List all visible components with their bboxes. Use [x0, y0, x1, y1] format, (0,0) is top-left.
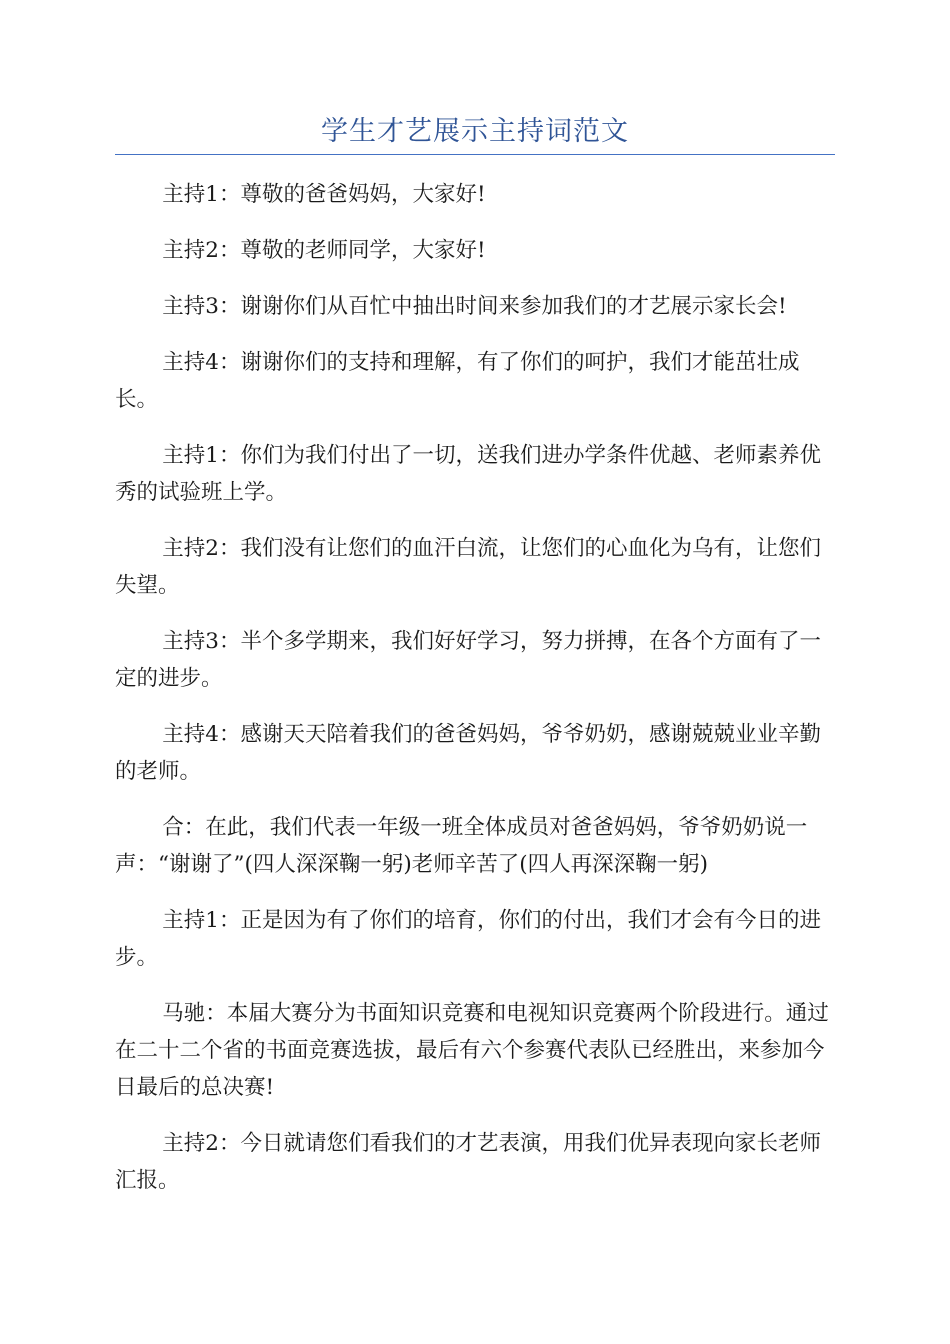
paragraph: 主持4：感谢天天陪着我们的爸爸妈妈，爷爷奶奶，感谢兢兢业业辛勤的老师。	[115, 722, 821, 784]
paragraph: 主持1：正是因为有了你们的培育，你们的付出，我们才会有今日的进步。	[115, 908, 821, 970]
paragraph: 主持4：谢谢你们的支持和理解，有了你们的呵护，我们才能茁壮成长。	[115, 350, 800, 412]
paragraph: 主持1：你们为我们付出了一切，送我们进办学条件优越、老师素养优秀的试验班上学。	[115, 443, 821, 505]
paragraph: 主持1：尊敬的爸爸妈妈，大家好!	[162, 182, 486, 207]
paragraph: 主持2：我们没有让您们的血汗白流，让您们的心血化为乌有，让您们失望。	[115, 536, 821, 598]
paragraph: 合：在此，我们代表一年级一班全体成员对爸爸妈妈，爷爷奶奶说一声：“谢谢了”(四人深深鞠一躬)老师辛苦了(四人再深深鞠一躬)	[115, 815, 808, 877]
title-underline	[115, 154, 835, 155]
paragraph: 主持2：尊敬的老师同学，大家好!	[162, 238, 486, 263]
paragraph: 主持3：谢谢你们从百忙中抽出时间来参加我们的才艺展示家长会!	[162, 294, 787, 319]
paragraph: 主持3：半个多学期来，我们好好学习，努力拼搏，在各个方面有了一定的进步。	[115, 629, 821, 691]
paragraph: 马驰：本届大赛分为书面知识竞赛和电视知识竞赛两个阶段进行。通过在二十二个省的书面竞赛选拔，最后有六个参赛代表队已经胜出，来参加今日最后的总决赛!	[115, 1001, 829, 1100]
paragraph: 主持2：今日就请您们看我们的才艺表演，用我们优异表现向家长老师汇报。	[115, 1131, 821, 1193]
document-body	[115, 176, 831, 1218]
document-title: 学生才艺展示主持词范文	[321, 116, 629, 147]
